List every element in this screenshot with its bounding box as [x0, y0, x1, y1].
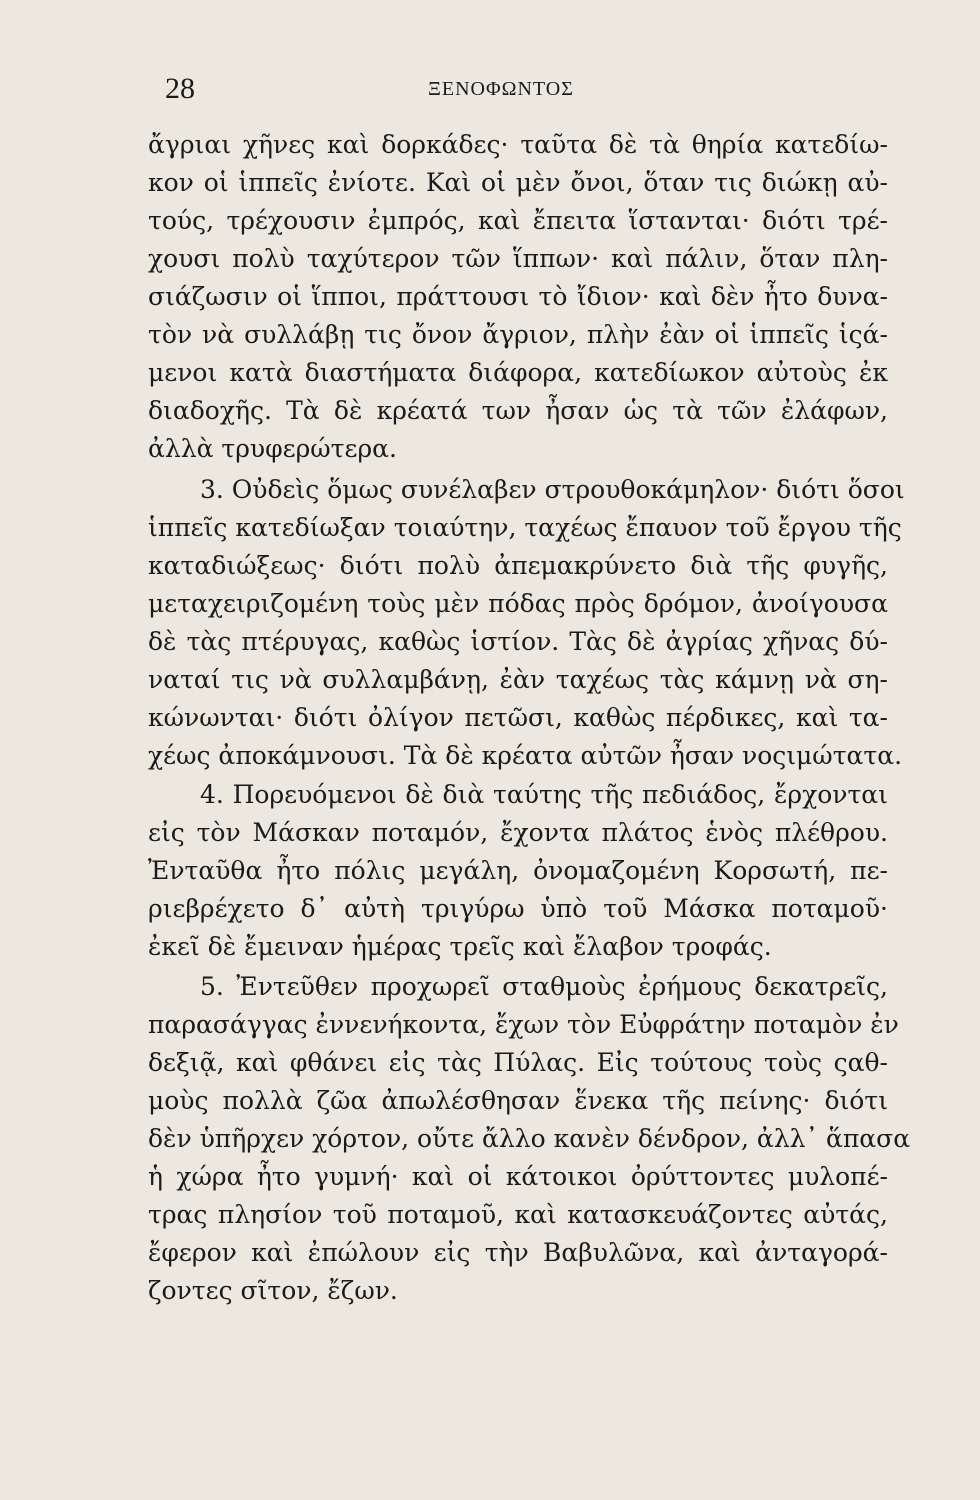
- text-line: παρασάγγας ἐννενήκοντα, ἔχων τὸν Εὐφράτην ποταμὸν ἐν: [148, 1010, 899, 1039]
- text-line: καταδιώξεως· διότι πολὺ ἀπεμακρύνετο διὰ τῆς φυγῆς,: [148, 551, 888, 580]
- text-line: χουσι πολὺ ταχύτερον τῶν ἵππων· καὶ πάλιν, ὅταν πλη-: [148, 244, 888, 273]
- text-line: ἐκεῖ δὲ ἔμειναν ἡμέρας τρεῖς καὶ ἔλαβον τροφάς.: [148, 932, 772, 961]
- text-line: ζοντες σῖτον, ἔζων.: [148, 1276, 398, 1305]
- text-line: τούς, τρέχουσιν ἐμπρός, καὶ ἔπειτα ἵστανται· διότι τρέ-: [148, 206, 888, 235]
- page-number: 28: [165, 72, 195, 105]
- text-line: δεξιᾷ, καὶ φθάνει εἰς τὰς Πύλας. Εἰς τούτους τοὺς ςαθ-: [148, 1048, 888, 1077]
- running-title: ΞΕΝΟΦΩΝΤΟΣ: [428, 78, 574, 100]
- text-line: σιάζωσιν οἱ ἵπποι, πράττουσι τὸ ἴδιον· καὶ δὲν ἦτο δυνα-: [148, 282, 888, 311]
- text-line: ἄγριαι χῆνες καὶ δορκάδες· ταῦτα δὲ τὰ θηρία κατεδίω-: [148, 130, 888, 159]
- text-line: ριεβρέχετο δ᾽ αὐτὴ τριγύρω ὑπὸ τοῦ Μάσκα ποταμοῦ·: [148, 894, 888, 923]
- text-line: ἔφερον καὶ ἐπώλουν εἰς τὴν Βαβυλῶνα, καὶ ἀνταγορά-: [148, 1238, 888, 1267]
- text-line: ἀλλὰ τρυφερώτερα.: [148, 434, 397, 463]
- text-line: Ἐνταῦθα ἦτο πόλις μεγάλη, ὀνομαζομένη Κορσωτή, πε-: [148, 856, 888, 885]
- text-line: ἱππεῖς κατεδίωξαν τοιαύτην, ταχέως ἔπαυον τοῦ ἔργου τῆς: [148, 513, 902, 542]
- text-line: μεταχειριζομένη τοὺς μὲν πόδας πρὸς δρόμον, ἀνοίγουσα: [148, 589, 888, 618]
- text-line: 5. Ἐντεῦθεν προχωρεῖ σταθμοὺς ἐρήμους δεκατρεῖς,: [200, 972, 888, 1001]
- text-line: διαδοχῆς. Τὰ δὲ κρέατά των ἦσαν ὡς τὰ τῶν ἐλάφων,: [148, 396, 888, 425]
- text-line: 4. Πορευόμενοι δὲ διὰ ταύτης τῆς πεδιάδος, ἔρχονται: [200, 780, 888, 809]
- text-line: χέως ἀποκάμνουσι. Τὰ δὲ κρέατα αὐτῶν ἦσαν νοςιμώτατα.: [148, 741, 903, 770]
- text-line: ἡ χώρα ἦτο γυμνή· καὶ οἱ κάτοικοι ὀρύττοντες μυλοπέ-: [148, 1162, 888, 1191]
- text-line: δὲν ὑπῆρχεν χόρτον, οὔτε ἄλλο κανὲν δένδρον, ἀλλ᾽ ἅπασα: [148, 1124, 911, 1153]
- text-line: μενοι κατὰ διαστήματα διάφορα, κατεδίωκον αὐτοὺς ἐκ: [148, 358, 888, 387]
- text-line: κώνωνται· διότι ὀλίγον πετῶσι, καθὼς πέρδικες, καὶ τα-: [148, 703, 888, 732]
- text-line: δὲ τὰς πτέρυγας, καθὼς ἱστίον. Τὰς δὲ ἀγρίας χῆνας δύ-: [148, 627, 888, 656]
- text-line: ναταί τις νὰ συλλαμβάνῃ, ἐὰν ταχέως τὰς κάμνῃ νὰ ση-: [148, 665, 888, 694]
- text-line: κον οἱ ἱππεῖς ἐνίοτε. Καὶ οἱ μὲν ὄνοι, ὅταν τις διώκῃ αὐ-: [148, 168, 888, 197]
- text-line: εἰς τὸν Μάσκαν ποταμόν, ἔχοντα πλάτος ἑνὸς πλέθρου.: [148, 818, 888, 847]
- text-line: τὸν νὰ συλλάβῃ τις ὄνον ἄγριον, πλὴν ἐὰν οἱ ἱππεῖς ἱςά-: [148, 320, 888, 349]
- text-line: μοὺς πολλὰ ζῶα ἀπωλέσθησαν ἕνεκα τῆς πείνης· διότι: [148, 1086, 888, 1115]
- text-line: 3. Οὐδεὶς ὅμως συνέλαβεν στρουθοκάμηλον· διότι ὅσοι: [200, 475, 905, 504]
- text-line: τρας πλησίον τοῦ ποταμοῦ, καὶ κατασκευάζοντες αὐτάς,: [148, 1200, 888, 1229]
